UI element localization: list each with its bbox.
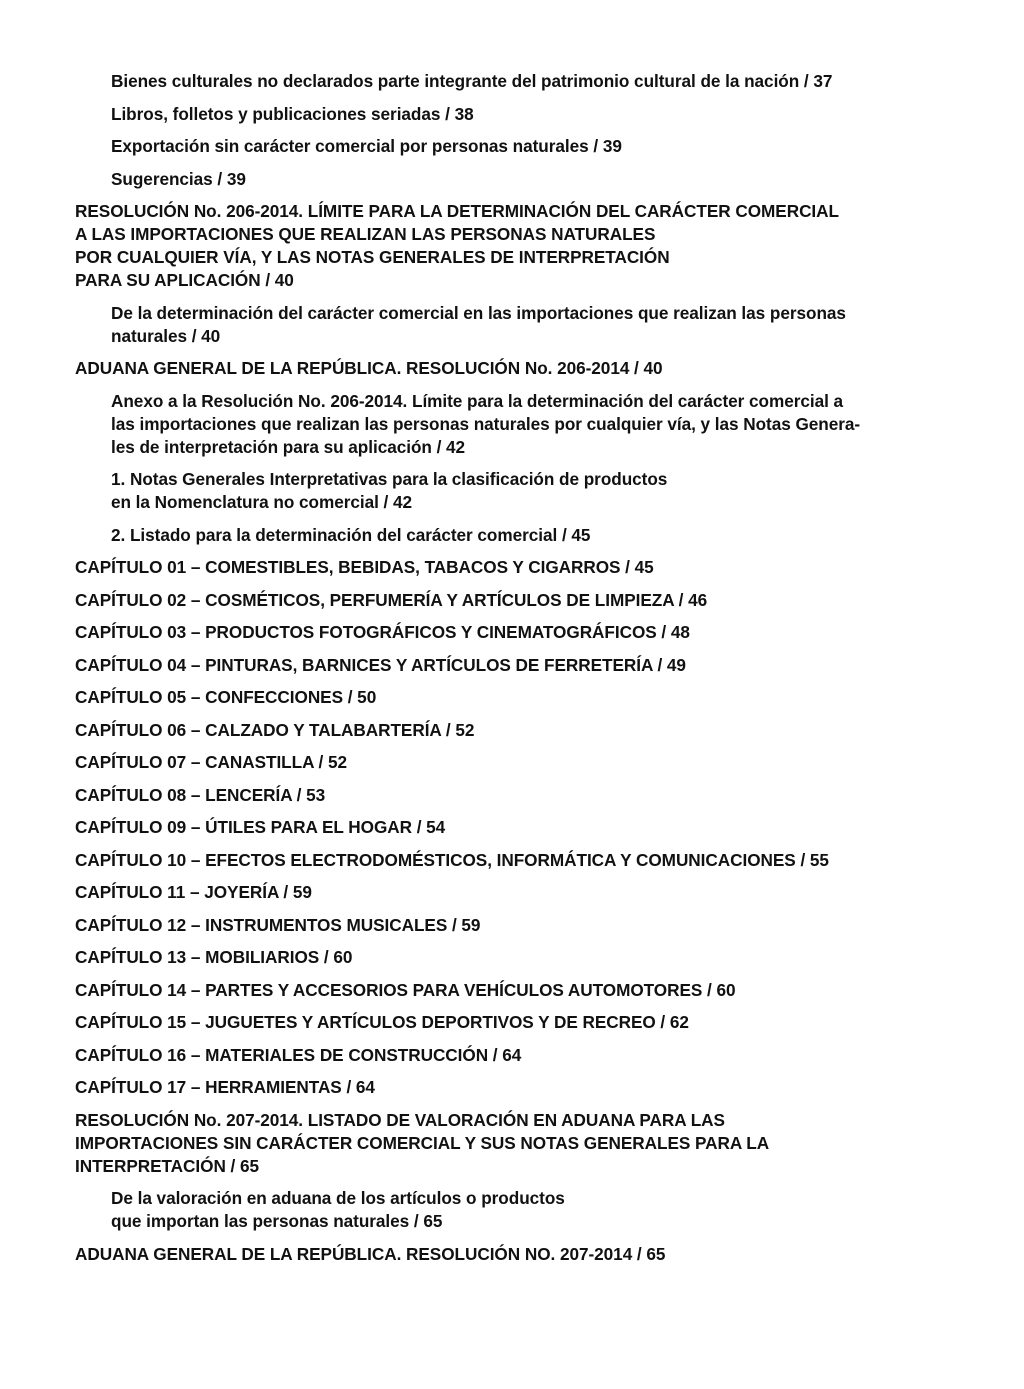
toc-entry-chapter: CAPÍTULO 14 – PARTES Y ACCESORIOS PARA VEHÍCULOS AUTOMOTORES / 60 <box>75 979 736 1000</box>
toc-entry-chapter: CAPÍTULO 06 – CALZADO Y TALABARTERÍA / 52 <box>75 719 475 740</box>
toc-entry: Bienes culturales no declarados parte integrante del patrimonio cultural de la nación / 37 <box>111 71 833 91</box>
toc-entry-resolution: RESOLUCIÓN No. 207-2014. LISTADO DE VALORACIÓN EN ADUANA PARA LAS IMPORTACIONES SIN CARÁCTER COMERCIAL Y SUS NOTAS GENERALES PARA LA INTERPRETACIÓN / 65 <box>75 1109 770 1176</box>
toc-entry: 2. Listado para la determinación del carácter comercial / 45 <box>111 524 591 545</box>
toc-entry-chapter: CAPÍTULO 02 – COSMÉTICOS, PERFUMERÍA Y ARTÍCULOS DE LIMPIEZA / 46 <box>75 589 708 610</box>
toc-entry-chapter: CAPÍTULO 12 – INSTRUMENTOS MUSICALES / 59 <box>75 914 481 935</box>
toc-entry: 1. Notas Generales Interpretativas para la clasificación de productos en la Nomenclatura no comercial / 42 <box>111 469 668 512</box>
toc-entry: Exportación sin carácter comercial por personas naturales / 39 <box>111 136 622 156</box>
toc-entry: De la valoración en aduana de los artículos o productos que importan las personas naturales / 65 <box>111 1188 565 1231</box>
toc-entry-chapter: CAPÍTULO 10 – EFECTOS ELECTRODOMÉSTICOS, INFORMÁTICA Y COMUNICACIONES / 55 <box>75 849 829 870</box>
toc-entry-chapter: CAPÍTULO 09 – ÚTILES PARA EL HOGAR / 54 <box>75 817 446 837</box>
toc-entry-chapter: CAPÍTULO 16 – MATERIALES DE CONSTRUCCIÓN / 64 <box>75 1044 522 1065</box>
toc-entry: De la determinación del carácter comercial en las importaciones que realizan las personas naturales / 40 <box>111 302 846 346</box>
toc-entry-chapter: CAPÍTULO 05 – CONFECCIONES / 50 <box>75 687 377 707</box>
toc-entry: Libros, folletos y publicaciones seriadas / 38 <box>111 103 474 124</box>
toc-entry-chapter: CAPÍTULO 13 – MOBILIARIOS / 60 <box>75 947 353 967</box>
toc-entry-chapter: CAPÍTULO 15 – JUGUETES Y ARTÍCULOS DEPORTIVOS Y DE RECREO / 62 <box>75 1012 689 1032</box>
toc-entry-chapter: CAPÍTULO 04 – PINTURAS, BARNICES Y ARTÍCULOS DE FERRETERÍA / 49 <box>75 654 686 675</box>
toc-entry-chapter: CAPÍTULO 07 – CANASTILLA / 52 <box>75 752 347 772</box>
toc-entry-chapter: CAPÍTULO 03 – PRODUCTOS FOTOGRÁFICOS Y CINEMATOGRÁFICOS / 48 <box>75 622 690 642</box>
toc-entry-chapter: CAPÍTULO 17 – HERRAMIENTAS / 64 <box>75 1077 375 1097</box>
toc-entry-chapter: CAPÍTULO 01 – COMESTIBLES, BEBIDAS, TABACOS Y CIGARROS / 45 <box>75 557 654 577</box>
toc-entry-resolution: RESOLUCIÓN No. 206-2014. LÍMITE PARA LA DETERMINACIÓN DEL CARÁCTER COMERCIAL A LAS IMPORTACIONES QUE REALIZAN LAS PERSONAS NATURALES POR CUALQUIER VÍA, Y LAS NOTAS GENERALES DE INTERPRETACIÓN PARA SU APLICACIÓN / 40 <box>75 201 839 290</box>
table-of-contents <box>75 70 965 1275</box>
toc-entry-annex: Anexo a la Resolución No. 206-2014. Límite para la determinación del carácter comercial a las importaciones que realizan las personas naturales por cualquier vía, y las Notas Genera- les de interpretación para su aplicación / 42 <box>111 390 861 457</box>
toc-entry-chapter: CAPÍTULO 08 – LENCERÍA / 53 <box>75 784 326 805</box>
toc-entry-chapter: CAPÍTULO 11 – JOYERÍA / 59 <box>75 882 312 902</box>
toc-entry: Sugerencias / 39 <box>111 168 246 189</box>
toc-entry: ADUANA GENERAL DE LA REPÚBLICA. RESOLUCIÓN NO. 207-2014 / 65 <box>75 1243 666 1264</box>
toc-entry: ADUANA GENERAL DE LA REPÚBLICA. RESOLUCIÓN No. 206-2014 / 40 <box>75 358 663 378</box>
